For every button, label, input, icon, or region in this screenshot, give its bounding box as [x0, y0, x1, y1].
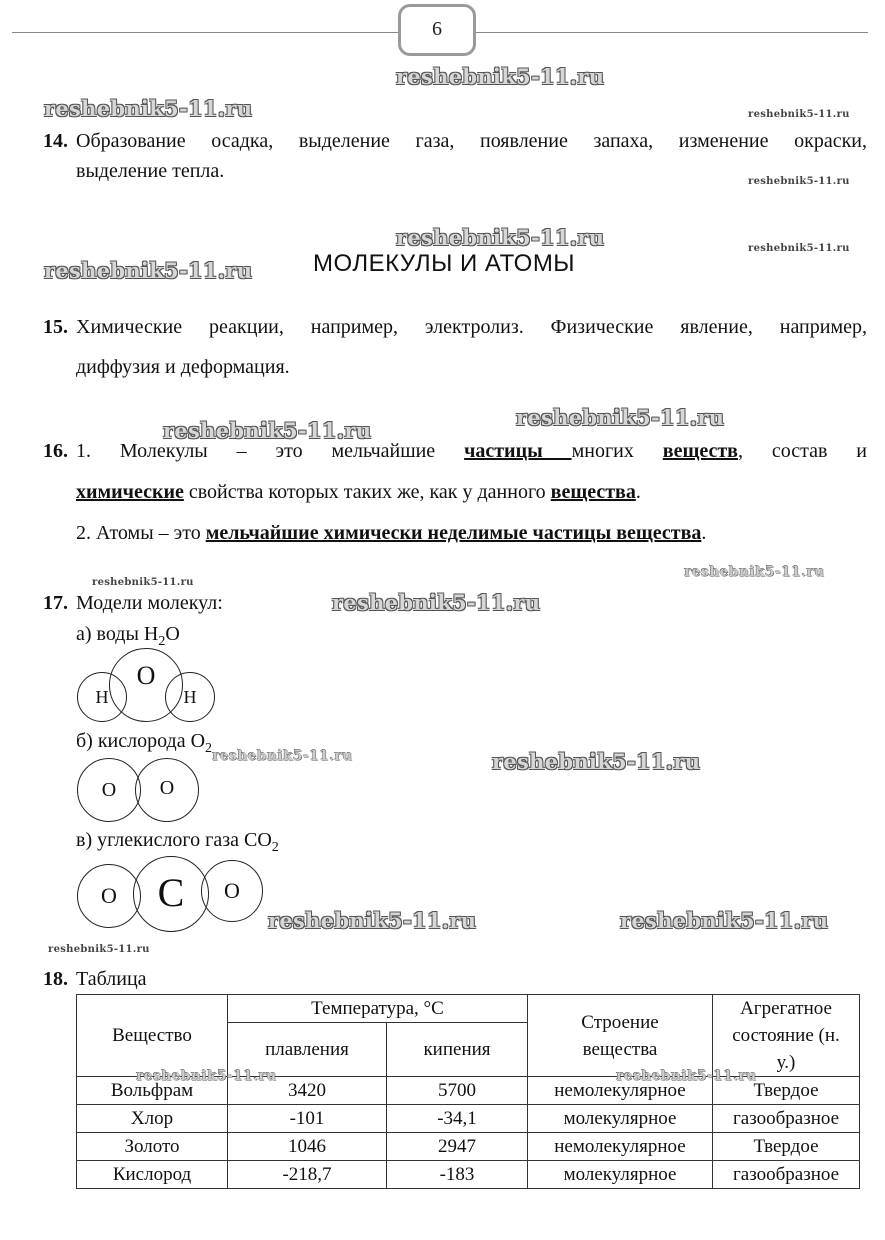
cell-state: Твердое [713, 1133, 860, 1161]
header-melting: плавления [228, 1023, 387, 1077]
watermark: reshebnik5-11.ru [684, 564, 825, 580]
definition-text: 1. Молекулы – это мельчайшие [76, 440, 465, 462]
definition-text: свойства которых таких же, как у данного [183, 481, 551, 503]
cell-structure: молекулярное [528, 1105, 713, 1133]
atom-symbol: O [159, 777, 175, 799]
header-structure [528, 995, 713, 1077]
header-temperature: Температура, °С [228, 995, 528, 1023]
atom-symbol: O [224, 878, 240, 903]
models-title: Модели молекул: [76, 592, 223, 614]
watermark: reshebnik5-11.ru [748, 243, 850, 254]
watermark: reshebnik5-11.ru [212, 748, 353, 764]
key-term: мельчайшие химически неделимые частицы вещества [205, 522, 702, 544]
key-term: вещества [550, 481, 636, 503]
answer-text: Образование осадка, выделение газа, появление запаха, изменение окраски, [76, 130, 867, 152]
watermark: reshebnik5-11.ru [396, 64, 605, 89]
header-rule-left [12, 32, 398, 33]
watermark: reshebnik5-11.ru [136, 1068, 277, 1084]
watermark: reshebnik5-11.ru [92, 577, 194, 588]
watermark: reshebnik5-11.ru [620, 908, 829, 933]
table-row [77, 1105, 860, 1133]
atom-symbol: O [101, 779, 117, 801]
oxygen-atom-right [135, 758, 199, 822]
cell-melting: -101 [228, 1105, 387, 1133]
co2-label-text: в) углекислого газа CO [76, 829, 272, 851]
water-label-tail: O [165, 623, 180, 645]
header-substance: Вещество [77, 995, 228, 1077]
cell-structure: немолекулярное [528, 1077, 713, 1105]
cell-structure: немолекулярное [528, 1133, 713, 1161]
oxygen-atom-center [109, 648, 183, 722]
watermark: reshebnik5-11.ru [396, 225, 605, 250]
oxygen-atom-left [77, 864, 141, 928]
definition-atom [76, 518, 706, 548]
definition-text: , состав и [737, 440, 867, 462]
substances-table [76, 994, 860, 1189]
cell-substance: Кислород [77, 1161, 228, 1189]
watermark: reshebnik5-11.ru [748, 176, 850, 187]
cell-state: газообразное [713, 1161, 860, 1189]
definition-text: . [701, 522, 707, 544]
header-boiling: кипения [387, 1023, 528, 1077]
oxygen-atom-left [77, 758, 141, 822]
cell-substance: Хлор [77, 1105, 228, 1133]
cell-melting: 3420 [228, 1077, 387, 1105]
question-number: 14. [43, 130, 68, 152]
question-number: 18. [43, 968, 68, 990]
header-state-text: Агрегатное состояние (н. у.) [732, 998, 840, 1073]
cell-substance: Золото [77, 1133, 228, 1161]
table-row [77, 1161, 860, 1189]
watermark: reshebnik5-11.ru [268, 908, 477, 933]
header-structure-text: Строение вещества [581, 1011, 659, 1060]
key-term: частицы [464, 440, 572, 462]
watermark: reshebnik5-11.ru [516, 405, 725, 430]
cell-melting: -218,7 [228, 1161, 387, 1189]
watermark: reshebnik5-11.ru [748, 109, 850, 120]
section-heading: МОЛЕКУЛЫ И АТОМЫ [313, 250, 576, 277]
watermark: reshebnik5-11.ru [163, 418, 372, 443]
answer-text: Химические реакции, например, электролиз. Физические явление, например, [76, 316, 867, 338]
definition-molecule [76, 436, 867, 466]
answer-text: выделение тепла. [76, 160, 225, 182]
atom-symbol: C [157, 870, 185, 915]
water-subscript: 2 [158, 634, 166, 649]
watermark: reshebnik5-11.ru [492, 749, 701, 774]
oxygen-label-text: б) кислорода O [76, 730, 206, 752]
watermark: reshebnik5-11.ru [616, 1068, 757, 1084]
key-term: веществ [662, 440, 738, 462]
atom-symbol: H [95, 687, 109, 707]
watermark: reshebnik5-11.ru [332, 590, 541, 615]
cell-melting: 1046 [228, 1133, 387, 1161]
table-row [77, 1133, 860, 1161]
cell-boiling: 2947 [387, 1133, 528, 1161]
definition-text: 2. Атомы – это [76, 522, 206, 544]
watermark: reshebnik5-11.ru [48, 944, 150, 955]
key-term: химические [76, 481, 184, 503]
definition-text: многих [571, 440, 663, 462]
oxygen-label [76, 726, 212, 764]
cell-structure: молекулярное [528, 1161, 713, 1189]
cell-boiling: -34,1 [387, 1105, 528, 1133]
carbon-atom-center [133, 856, 209, 932]
definition-text: . [635, 481, 641, 503]
oxygen-atom-right [201, 860, 263, 922]
question-number: 17. [43, 592, 68, 614]
co2-subscript: 2 [271, 840, 279, 855]
cell-boiling: -183 [387, 1161, 528, 1189]
atom-symbol: O [101, 883, 117, 908]
cell-state: Твердое [713, 1077, 860, 1105]
question-number: 16. [43, 440, 68, 462]
watermark: reshebnik5-11.ru [44, 258, 253, 283]
water-label-text: а) воды H [76, 623, 159, 645]
cell-state: газообразное [713, 1105, 860, 1133]
definition-molecule-cont [76, 477, 641, 507]
atom-symbol: H [183, 687, 197, 707]
page-number: 6 [398, 4, 476, 56]
watermark: reshebnik5-11.ru [44, 96, 253, 121]
header-state [713, 995, 860, 1077]
atom-symbol: O [136, 661, 156, 690]
cell-boiling: 5700 [387, 1077, 528, 1105]
oxygen-subscript: 2 [205, 741, 213, 756]
header-rule-right [476, 32, 868, 33]
table-title: Таблица [76, 968, 147, 990]
answer-text: диффузия и деформация. [76, 356, 290, 378]
question-number: 15. [43, 316, 68, 338]
cell-substance: Вольфрам [77, 1077, 228, 1105]
